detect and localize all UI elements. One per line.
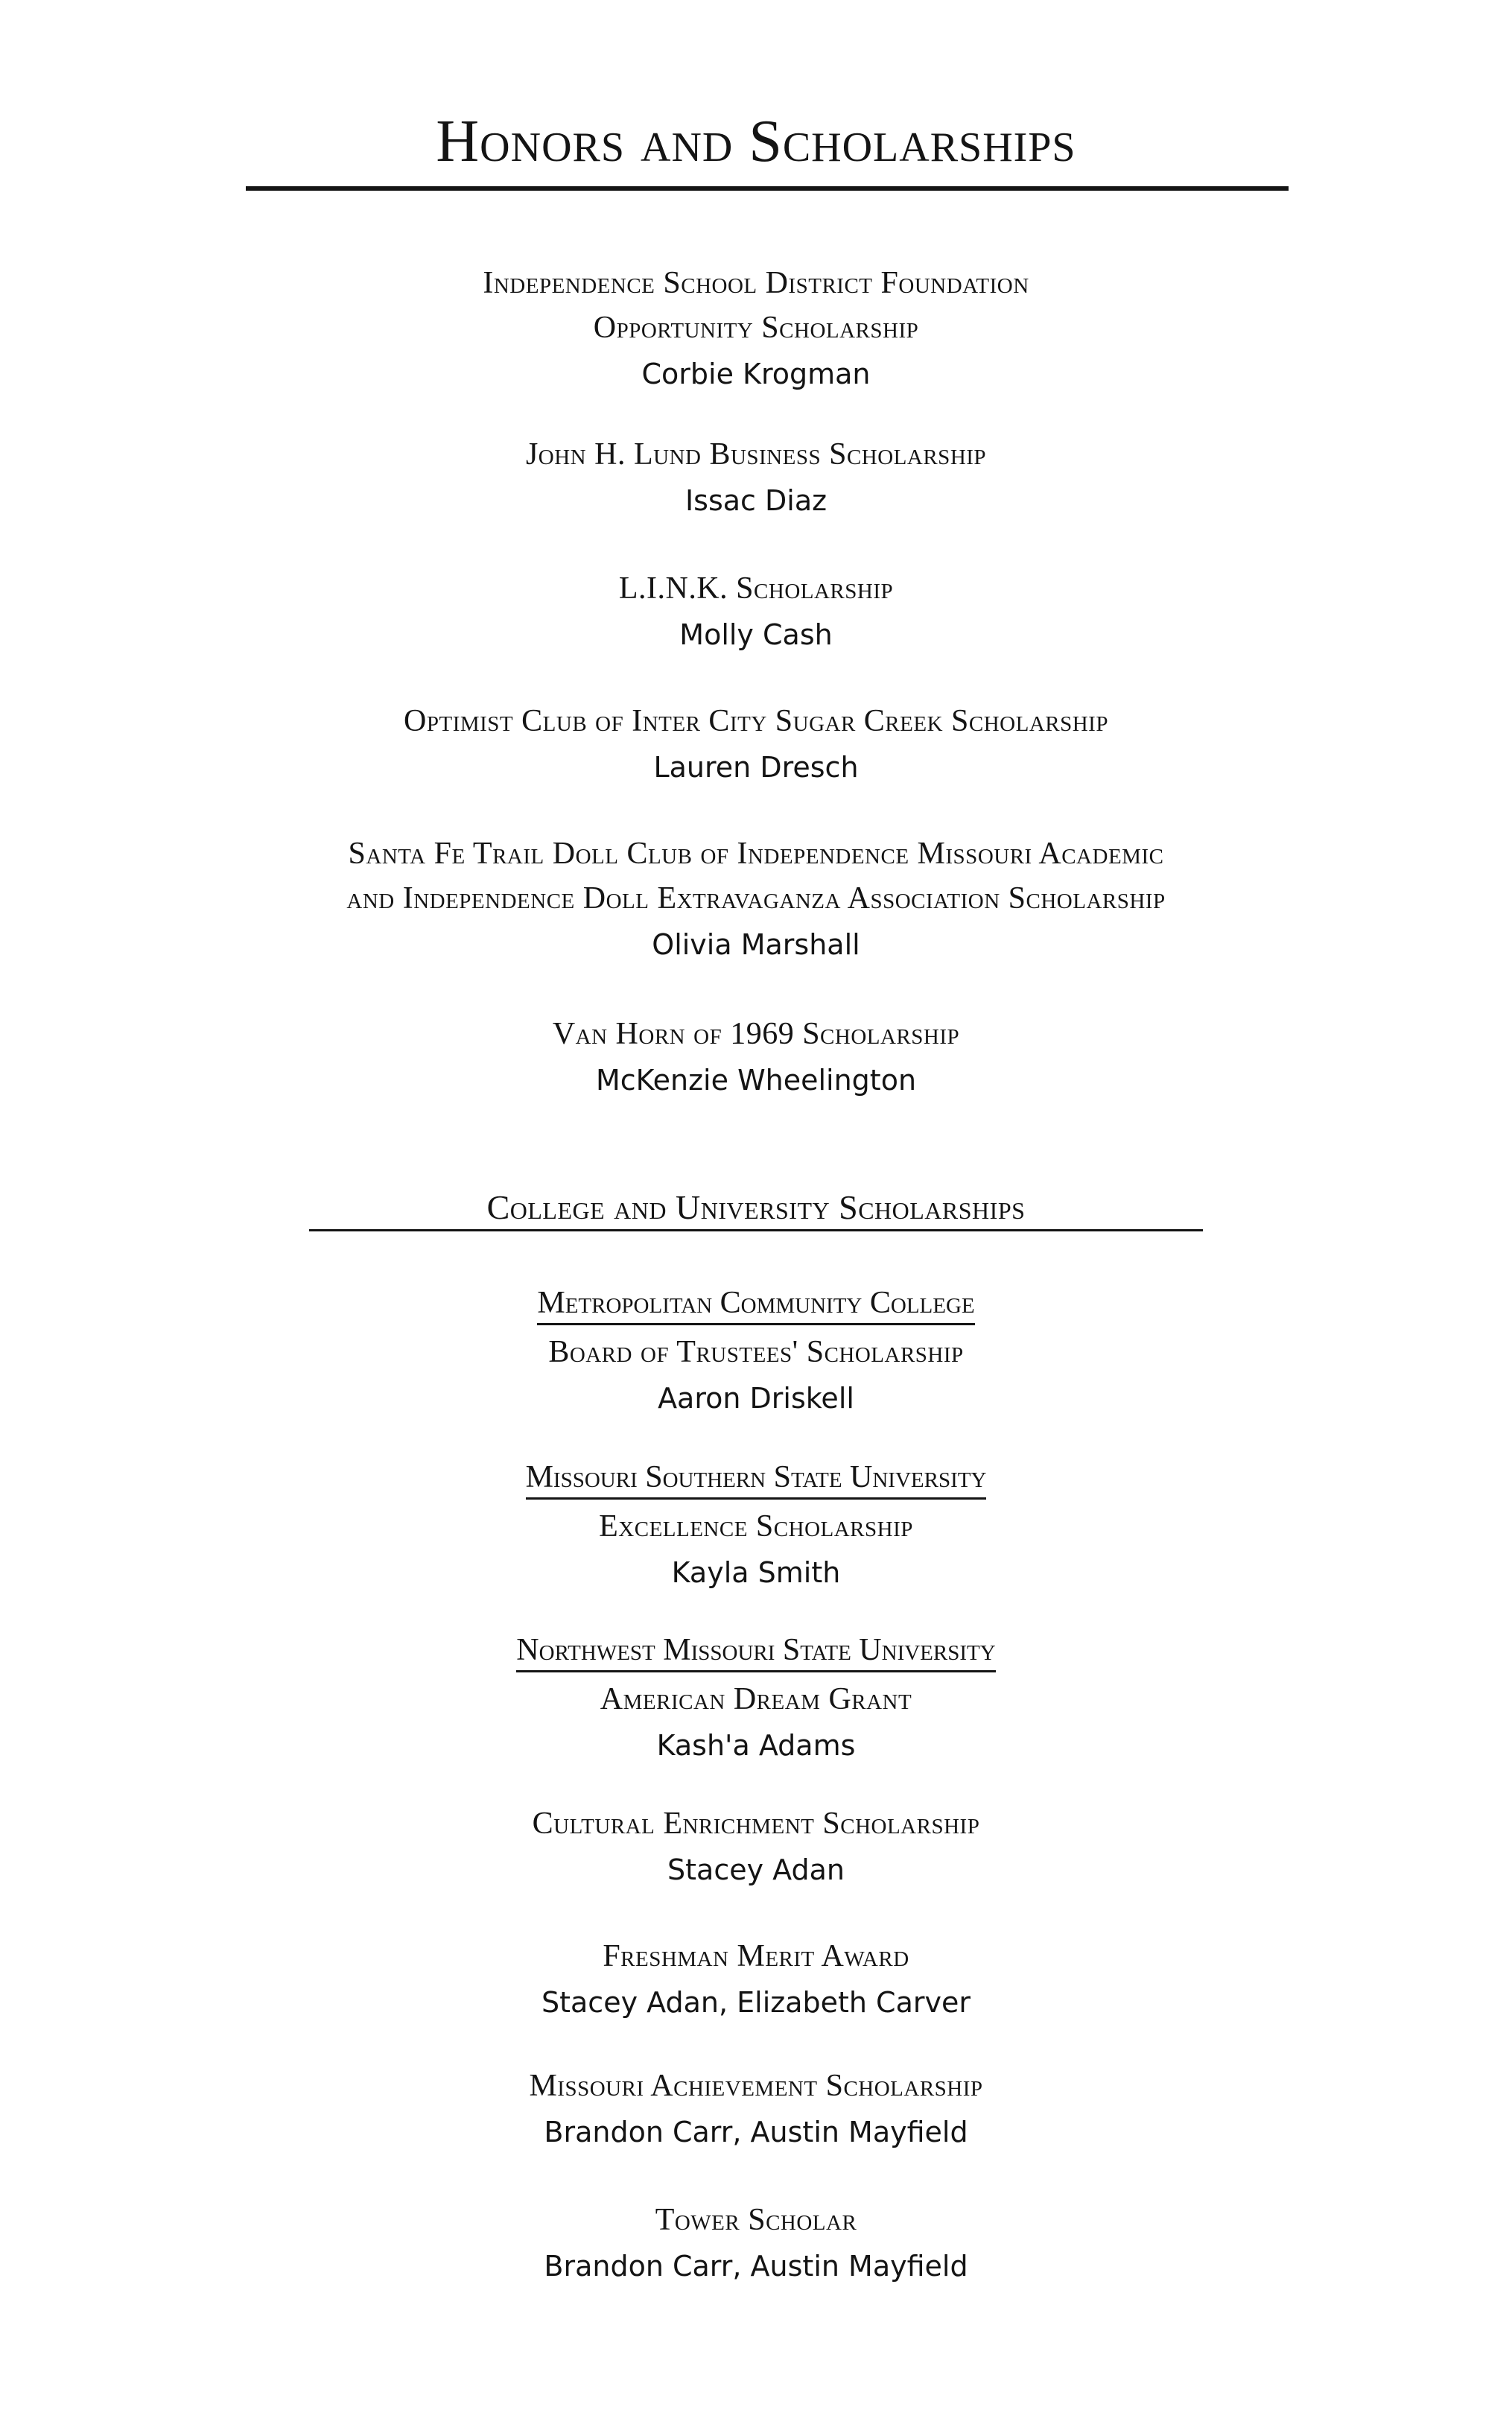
award-block — [0, 261, 1512, 398]
award-name: L.I.N.K. Scholarship — [618, 571, 894, 606]
institution-block — [0, 1631, 1512, 1769]
award-recipient: Brandon Carr, Austin Mayfield — [544, 2116, 968, 2148]
section-title: College and University Scholarships — [486, 1188, 1026, 1226]
award-name: and Independence Doll Extravaganza Association Scholarship — [346, 881, 1166, 916]
award-recipient: Olivia Marshall — [652, 928, 860, 961]
award-recipient: McKenzie Wheelington — [595, 1064, 917, 1097]
award-recipient: Lauren Dresch — [653, 751, 859, 784]
institution-name: Missouri Southern State University — [526, 1459, 987, 1500]
award-name: Board of Trustees' Scholarship — [548, 1335, 964, 1369]
institution-block — [0, 1284, 1512, 1422]
award-recipient: Corbie Krogman — [641, 358, 871, 390]
award-name: Van Horn of 1969 Scholarship — [552, 1017, 960, 1051]
award-block — [0, 1012, 1512, 1104]
institution-name: Metropolitan Community College — [537, 1284, 974, 1325]
award-name: Optimist Club of Inter City Sugar Creek Scholarship — [404, 704, 1108, 738]
award-block — [0, 566, 1512, 659]
award-name: Excellence Scholarship — [599, 1509, 913, 1544]
award-recipient: Kayla Smith — [671, 1556, 841, 1589]
award-recipient: Brandon Carr, Austin Mayfield — [544, 2250, 968, 2283]
title-rule — [246, 186, 1289, 191]
award-recipient: Issac Diaz — [684, 484, 828, 517]
award-name: American Dream Grant — [600, 1682, 912, 1716]
award-block — [0, 1801, 1512, 1894]
institution-block — [0, 1459, 1512, 1596]
award-name: Tower Scholar — [655, 2203, 857, 2237]
award-block — [0, 699, 1512, 791]
section-rule — [309, 1229, 1203, 1231]
award-name: Freshman Merit Award — [603, 1939, 909, 1973]
award-recipient: Molly Cash — [679, 618, 833, 651]
institution-name: Northwest Missouri State University — [516, 1631, 995, 1672]
award-recipient: Stacey Adan, Elizabeth Carver — [541, 1986, 971, 2019]
award-block — [0, 1934, 1512, 2026]
award-block — [0, 432, 1512, 524]
page-title: Honors and Scholarships — [436, 109, 1076, 174]
award-name: Santa Fe Trail Doll Club of Independence Missouri Academic — [348, 837, 1164, 871]
award-recipient: Aaron Driskell — [658, 1382, 854, 1415]
award-block — [0, 2064, 1512, 2156]
award-block — [0, 2198, 1512, 2290]
award-name: Cultural Enrichment Scholarship — [532, 1807, 980, 1841]
award-name: Missouri Achievement Scholarship — [529, 2069, 983, 2103]
award-name: Opportunity Scholarship — [593, 311, 919, 345]
award-name: Independence School District Foundation — [483, 266, 1029, 300]
award-recipient: Stacey Adan — [667, 1853, 845, 1886]
award-block — [0, 831, 1512, 968]
award-recipient: Kash'a Adams — [656, 1729, 856, 1762]
award-name: John H. Lund Business Scholarship — [525, 437, 987, 472]
